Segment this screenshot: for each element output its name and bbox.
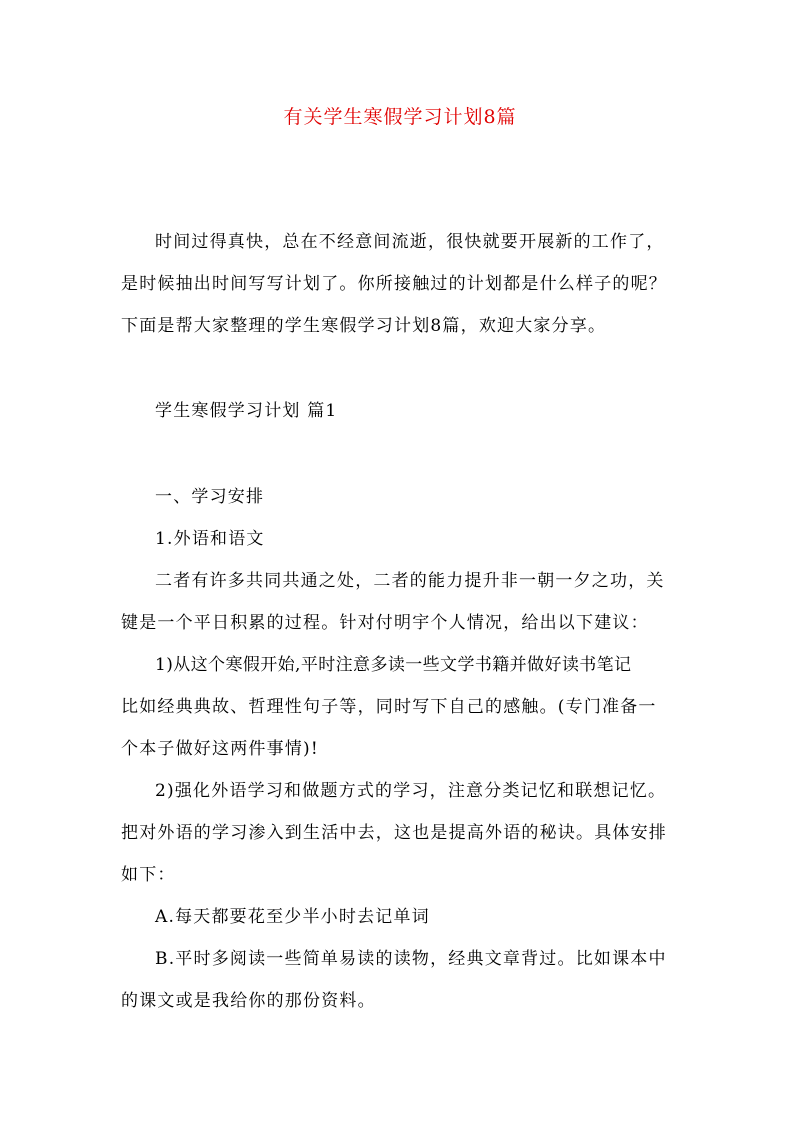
intro-line-1: 时间过得真快，总在不经意间流逝，很快就要开展新的工作了， [155,232,665,252]
document-title: 有关学生寒假学习计划8篇 [283,106,517,128]
intro-line-2: 是时候抽出时间写写计划了。你所接触过的计划都是什么样子的呢？ [121,274,667,294]
para-1-line-1: 二者有许多共同共通之处，二者的能力提升非一朝一夕之功，关 [155,571,665,591]
item-a: A.每天都要花至少半小时去记单词 [155,907,430,927]
intro-line-3: 下面是帮大家整理的学生寒假学习计划8篇，欢迎大家分享。 [121,316,607,336]
item-b-line-2: 的课文或是我给你的那份资料。 [121,991,376,1011]
para-2-line-3: 个本子做好这两件事情)! [121,739,319,759]
para-3-line-1: 2)强化外语学习和做题方式的学习，注意分类记忆和联想记忆。 [155,781,667,801]
para-1-line-2: 键是一个平日积累的过程。针对付明宇个人情况，给出以下建议： [121,613,649,633]
para-3-line-3: 如下： [121,865,176,885]
section-heading: 学生寒假学习计划 篇1 [155,401,338,421]
subheading-language: 1.外语和语文 [155,529,265,549]
para-2-line-1: 1)从这个寒假开始,平时注意多读一些文学书籍并做好读书笔记 [155,655,632,675]
para-3-line-2: 把对外语的学习渗入到生活中去，这也是提高外语的秘诀。具体安排 [121,823,667,843]
para-2-line-2: 比如经典典故、哲理性句子等，同时写下自己的感触。(专门准备一 [121,697,657,717]
item-b-line-1: B.平时多阅读一些简单易读的读物，经典文章背过。比如课本中 [155,949,667,969]
subheading-study-arrangement: 一、学习安排 [155,487,265,507]
